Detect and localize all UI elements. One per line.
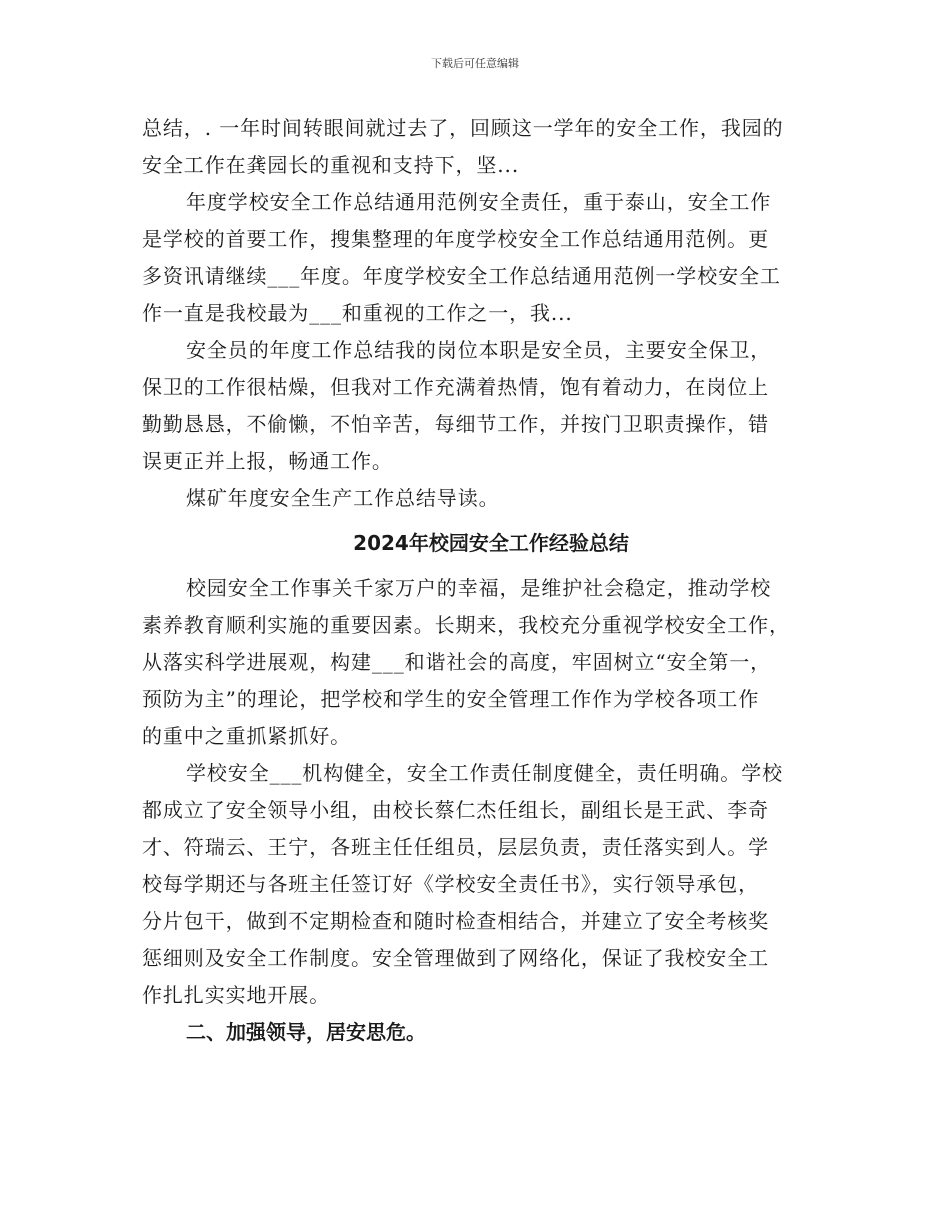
text-line: 年度学校安全工作总结通用范例安全责任，重于泰山，安全工作 (186, 190, 772, 214)
page-header: 下载后可任意编辑 (431, 57, 519, 70)
text-line: 素养教育顺利实施的重要因素。长期来，我校充分重视学校安全工作， (142, 613, 790, 637)
text-line: 误更正并上报，畅通工作。 (142, 449, 393, 473)
section-title: 2024年校园安全工作经验总结 (353, 531, 629, 555)
text-line: 校园安全工作事关千家万户的幸福，是维护社会稳定，推动学校 (186, 576, 772, 600)
text-line: 安全员的年度工作总结我的岗位本职是安全员，主要安全保卫， (186, 338, 772, 362)
text-line: 校每学期还与各班主任签订好《学校安全责任书》，实行领导承包， (142, 872, 759, 896)
document-body (142, 110, 810, 1051)
text-line: 学校安全___机构健全，安全工作责任制度健全，责任明确。学校 (186, 761, 783, 785)
text-line: 分片包干，做到不定期检查和随时检查相结合，并建立了安全考核奖 (142, 909, 769, 933)
text-line: 勤勤恳恳，不偷懒，不怕辛苦，每细节工作，并按门卫职责操作，错 (142, 412, 769, 436)
text-line: 是学校的首要工作，搜集整理的年度学校安全工作总结通用范例。更 (142, 227, 769, 251)
text-line: 都成立了安全领导小组，由校长蔡仁杰任组长，副组长是王武、李奇 (142, 798, 769, 822)
text-line: 从落实科学进展观，构建___和谐社会的高度，牢固树立“安全第一， (142, 650, 772, 674)
text-line: 保卫的工作很枯燥，但我对工作充满着热情，饱有着动力，在岗位上 (142, 375, 769, 399)
text-line: 作扎扎实实地开展。 (142, 983, 331, 1007)
text-line: 总结，. 一年时间转眼间就过去了，回顾这一学年的安全工作，我园的 (142, 116, 784, 140)
text-line: 预防为主”的理论，把学校和学生的安全管理工作作为学校各项工作 (142, 687, 760, 711)
text-line: 惩细则及安全工作制度。安全管理做到了网络化，保证了我校安全工 (142, 946, 769, 970)
text-line: 煤矿年度安全生产工作总结导读。 (186, 486, 500, 510)
text-line: 的重中之重抓紧抓好。 (142, 724, 351, 748)
text-line: 安全工作在龚园长的重视和支持下，坚... (142, 153, 520, 177)
text-line: 才、符瑞云、王宁，各班主任任组员，层层负责，责任落实到人。学 (142, 835, 769, 859)
text-line: 作一直是我校最为___和重视的工作之一，我... (142, 301, 573, 325)
section-heading: 二、加强领导，居安思危。 (186, 1020, 426, 1044)
text-line: 多资讯请继续___年度。年度学校安全工作总结通用范例一学校安全工 (142, 264, 781, 288)
